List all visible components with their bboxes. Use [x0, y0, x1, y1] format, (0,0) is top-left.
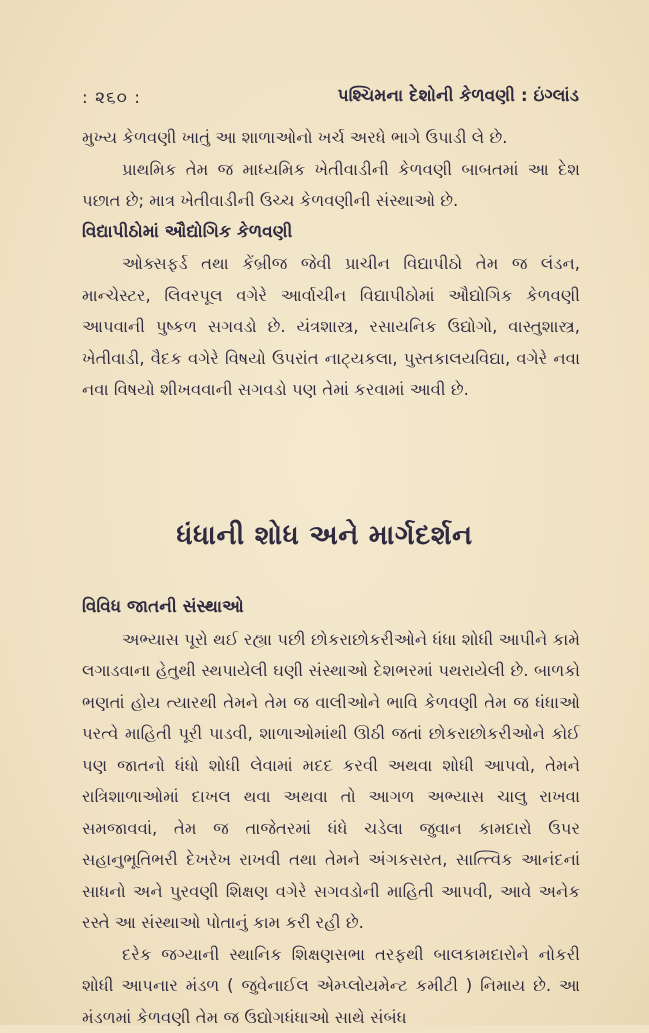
section-agricultural-education [82, 122, 580, 406]
university-paragraph: ઓક્સફર્ડ તથા કેંબ્રીજ જેવી પ્રાચીન વિદ્યાપીઠો તેમ જ લંડન, માન્ચેસ્ટર, લિવરપૂલ વગેરે આર્વાચીન વિદ્યાપીઠોમાં ઔદ્યોગિક કેળવણી આપવાની પુષ્કળ સગવડો છે. યંત્રશાસ્ત્ર, રસાયનિક ઉદ્યોગો, વાસ્તુશાસ્ત્ર, ખેતીવાડી, વૈદક વગેરે વિષયો ઉપરાંત નાટ્યકલા, પુસ્તકાલયવિદ્યા, વગેરે નવા નવા વિષયો શીખવવાની સગવડો પણ તેમાં કરવામાં આવી છે. [82, 248, 580, 406]
juvenile-committee-paragraph: દરેક જગ્યાની સ્થાનિક શિક્ષણસભા તરફથી બાલકામદારોને નોકરી શોધી આપનાર મંડળ ( જુવેનાઈલ એમ્પ્લોયમેન્ટ કમીટી ) નિમાય છે. આ મંડળમાં કેળવણી તેમ જ ઉદ્યોગધંધાઓ સાથે સંબંધ [82, 939, 580, 1033]
section-career-guidance [82, 592, 580, 1033]
page-header [82, 86, 579, 114]
institutions-paragraph: અભ્યાસ પૂરો થઈ રહ્યા પછી છોકરાછોકરીઓને ધંધા શોધી આપીને કામે લગાડવાના હેતુથી સ્થપાયેલી ઘણી સંસ્થાઓ દેશભરમાં પથરાયેલી છે. બાળકો ભણતાં હોય ત્યારથી તેમને તેમ જ વાલીઓને ભાવિ કેળવણી તેમ જ ધંધાઓ પરત્વે માહિતી પૂરી પાડવી, શાળાઓમાંથી ઊઠી જતાં છોકરાછોકરીઓને કોઈ પણ જાતનો ધંધો શોધી લેવામાં મદદ કરવી અથવા શોધી આપવો, તેમને રાત્રિશાળાઓમાં દાખલ થવા અથવા તો આગળ અભ્યાસ ચાલુ રાખવા સમજાવવાં, તેમ જ તાજેતરમાં ધંધે ચડેલા જુવાન કામદારો ઉપર સહાનુભૂતિભરી દેખરેખ રાખવી તથા તેમને અંગકસરત, સાત્ત્વિક આનંદનાં સાધનો અને પુરવણી શિક્ષણ વગેરે સગવડોની માહિતી આપવી, આવે અનેક રસ્તે આ સંસ્થાઓ પોતાનું કામ કરી રહી છે. [82, 624, 580, 939]
section-title: ધંધાની શોધ અને માર્ગદર્શન [0, 520, 649, 552]
subheading-university-industrial: વિદ્યાપીઠોમાં ઔદ્યોગિક કેળવણી [82, 217, 580, 249]
agriculture-paragraph: પ્રાથમિક તેમ જ માધ્યમિક ખેતીવાડીની કેળવણી બાબતમાં આ દેશ પછાત છે; માત્ર ખેતીવાડીની ઉચ્ચ કેળવણીની સંસ્થાઓ છે. [82, 154, 580, 217]
running-head: પશ્ચિમના દેશોની કેળવણી : ઇંગ્લાંડ [338, 86, 579, 106]
page-number: : ૨૬૦ : [82, 88, 141, 108]
subheading-institutions: વિવિધ જાતની સંસ્થાઓ [82, 592, 580, 624]
continuation-paragraph: મુખ્ય કેળવણી ખાતું આ શાળાઓનો ખર્ચ અરધે ભાગે ઉપાડી લે છે. [82, 122, 580, 154]
